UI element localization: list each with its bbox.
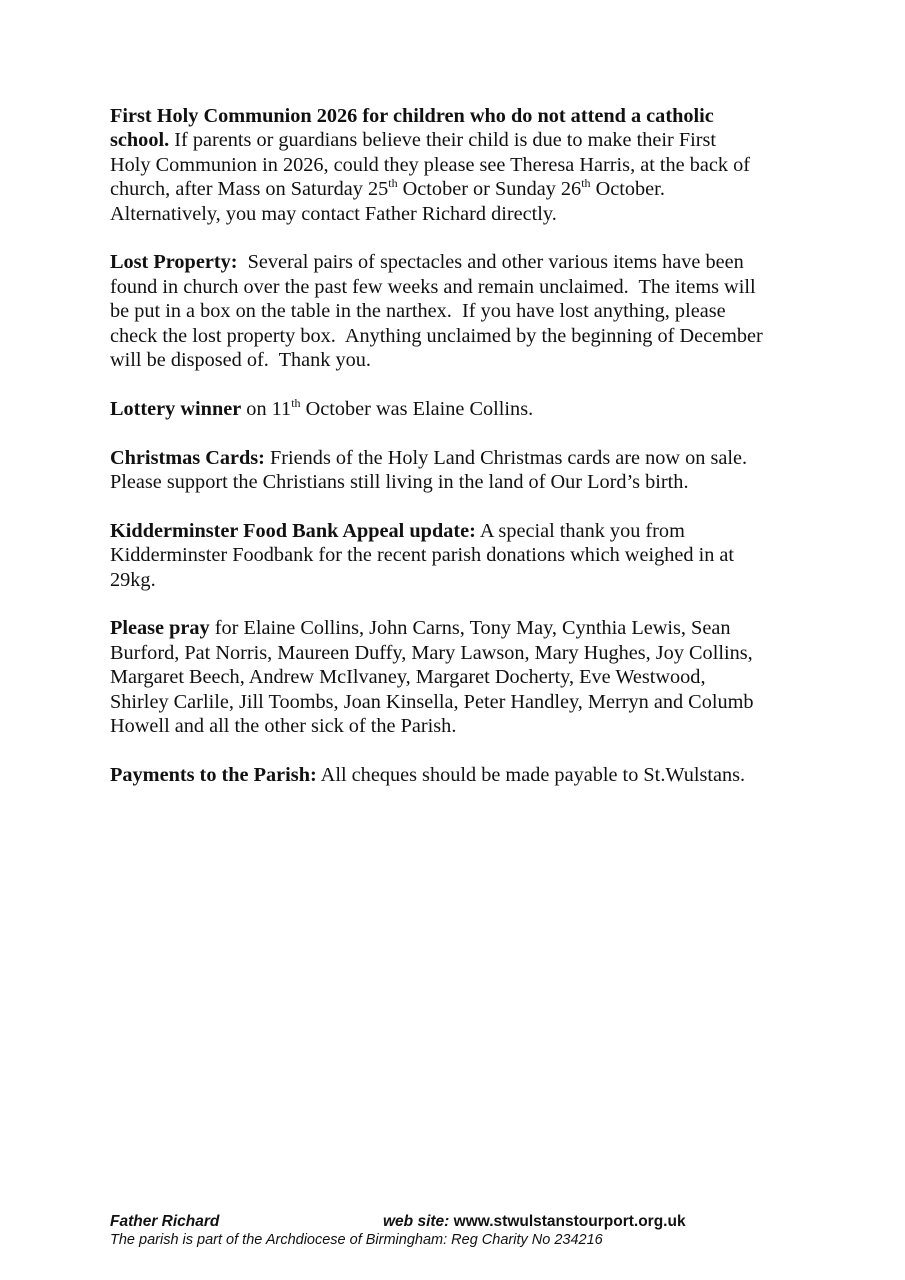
notice-text: A special thank you from [475,519,685,542]
notice-text: will be disposed of. Thank you. [110,349,372,372]
notice-text: Burford, Pat Norris, Maureen Duffy, Mary Lawson, Mary Hughes, Joy Collins, [110,641,753,664]
notice-heading: Kidderminster Food Bank Appeal update: [110,519,476,542]
notice-text: Kidderminster Foodbank for the recent parish donations which weighed in at [110,544,735,567]
notice-text: October. [590,178,665,201]
notice-text: Please support the Christians still living in the land of Our Lord’s birth. [110,471,689,494]
notice-text: be put in a box on the table in the narthex. If you have lost anything, please [110,300,726,323]
notice-lottery [110,397,810,421]
website-colon: : [444,1213,454,1230]
notice-text: All cheques should be made payable to St.Wulstans. [316,763,746,786]
notice-food-bank [110,519,810,592]
notices-body [110,104,810,812]
charity-note: The parish is part of the Archdiocese of Birmingham: Reg Charity No 234216 [110,1232,603,1248]
notice-prayers [110,616,810,738]
notice-payments [110,763,810,787]
website-link[interactable]: www.stwulstanstourport.org.uk [453,1213,686,1230]
notice-first-communion [110,104,810,226]
page-footer [110,1212,810,1249]
notice-text: Margaret Beech, Andrew McIlvaney, Margaret Docherty, Eve Westwood, [110,666,706,689]
notice-text: found in church over the past few weeks and remain unclaimed. The items will [110,275,756,298]
website-label: web site [383,1213,445,1230]
notice-text: 29kg. [110,568,156,591]
notice-text: Shirley Carlile, Jill Toombs, Joan Kinsella, Peter Handley, Merryn and Columb [110,690,754,713]
notice-text: Alternatively, you may contact Father Richard directly. [110,202,557,225]
notice-text: October was Elaine Collins. [300,397,534,420]
notice-heading: Payments to the Parish: [110,763,317,786]
notice-lost-property [110,250,810,372]
notice-heading: Lost Property: [110,251,238,274]
notice-text: If parents or guardians believe their child is due to make their First [169,129,717,152]
ordinal-suffix: th [388,176,398,191]
notice-heading: Christmas Cards: [110,446,265,469]
notice-text: October or Sunday 26 [397,178,582,201]
notice-text: for Elaine Collins, John Carns, Tony May, Cynthia Lewis, Sean [209,617,731,640]
notice-heading: Please pray [110,617,210,640]
priest-name: Father Richard [110,1213,220,1230]
notice-text: on 11 [241,397,292,420]
notice-text: check the lost property box. Anything unclaimed by the beginning of December [110,324,763,347]
notice-heading-end: school. [110,129,170,152]
notice-christmas-cards [110,446,810,495]
notice-text: Howell and all the other sick of the Parish. [110,715,457,738]
notice-text: church, after Mass on Saturday 25 [110,178,389,201]
notice-text: Holy Communion in 2026, could they please see Theresa Harris, at the back of [110,153,751,176]
notice-heading: Lottery winner [110,397,242,420]
notice-text: Several pairs of spectacles and other various items have been [237,251,744,274]
notice-heading: First Holy Communion 2026 for children who do not attend a catholic [110,105,714,127]
notice-text: Friends of the Holy Land Christmas cards are now on sale. [264,446,748,469]
ordinal-suffix: th [291,396,301,411]
website-info [383,1212,686,1231]
ordinal-suffix: th [581,176,591,191]
